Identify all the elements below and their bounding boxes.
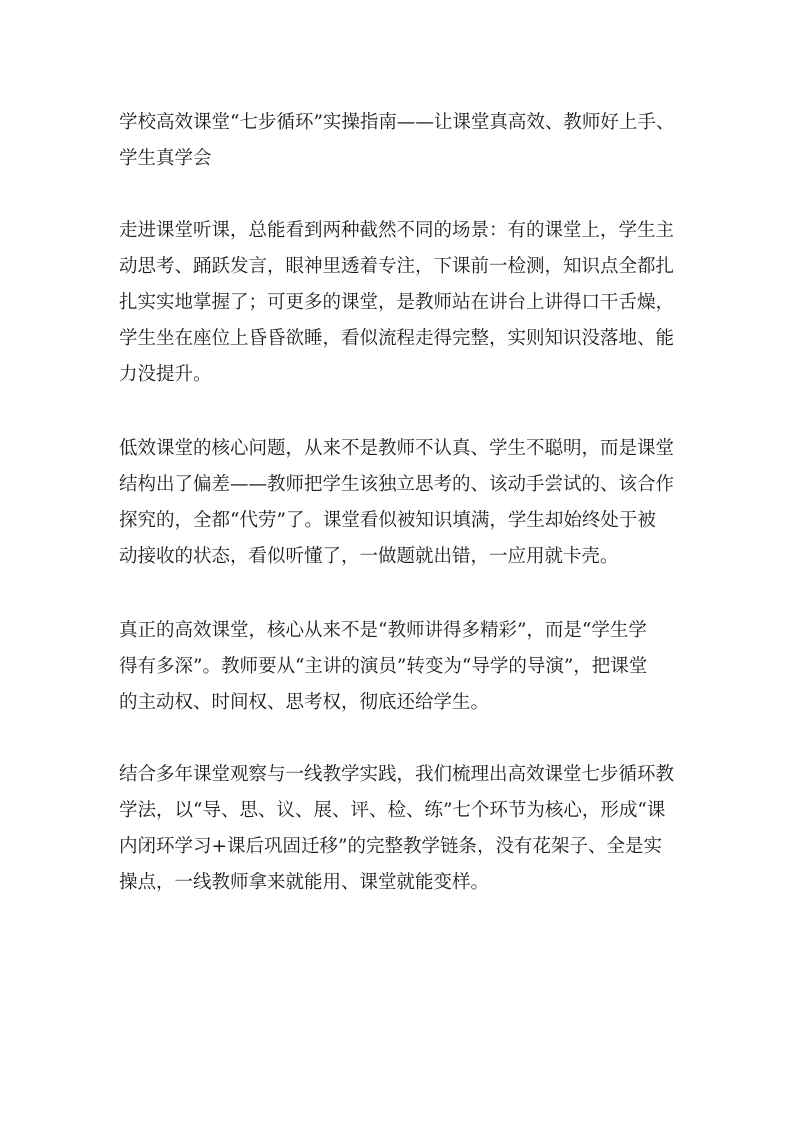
title-line: 学生真学会 [119, 148, 212, 169]
text-line: 动接收的状态，看似听懂了，一做题就出错，一应用就卡壳。 [119, 546, 619, 567]
text-line: 动思考、踊跃发言，眼神里透着专注，下课前一检测，知识点全都扎 [119, 256, 675, 277]
text-line: 真正的高效课堂，核心从来不是“教师讲得多精彩”，而是“学生学 [119, 620, 647, 641]
document-body [119, 105, 675, 901]
text-line: 得有多深”。教师要从“主讲的演员”转变为“导学的导演”，把课堂 [119, 656, 648, 677]
document-title [119, 105, 675, 177]
text-line: 探究的，全都“代劳”了。课堂看似被知识填满，学生却始终处于被 [119, 510, 656, 531]
paragraph-core-idea [119, 613, 675, 721]
text-line: 学法，以“导、思、议、展、评、检、练”七个环节为核心，形成“课 [119, 800, 666, 821]
paragraph-problem [119, 431, 675, 575]
paragraph-method [119, 757, 675, 901]
text-line: 的主动权、时间权、思考权，彻底还给学生。 [119, 692, 490, 713]
title-line: 学校高效课堂“七步循环”实操指南——让课堂真高效、教师好上手、 [119, 112, 675, 133]
text-line: 低效课堂的核心问题，从来不是教师不认真、学生不聪明，而是课堂 [119, 438, 675, 459]
text-line: 力没提升。 [119, 364, 212, 385]
text-line: 内闭环学习+课后巩固迁移”的完整教学链条，没有花架子、全是实 [119, 836, 662, 857]
text-line: 结合多年课堂观察与一线教学实践，我们梳理出高效课堂七步循环教 [119, 764, 675, 785]
text-line: 操点，一线教师拿来就能用、课堂就能变样。 [119, 872, 490, 893]
text-line: 结构出了偏差——教师把学生该独立思考的、该动手尝试的、该合作 [119, 474, 675, 495]
paragraph-intro [119, 213, 675, 393]
text-line: 扎实实地掌握了；可更多的课堂，是教师站在讲台上讲得口干舌燥， [119, 292, 675, 313]
text-line: 学生坐在座位上昏昏欲睡，看似流程走得完整，实则知识没落地、能 [119, 328, 675, 349]
text-line: 走进课堂听课，总能看到两种截然不同的场景：有的课堂上，学生主 [119, 220, 675, 241]
